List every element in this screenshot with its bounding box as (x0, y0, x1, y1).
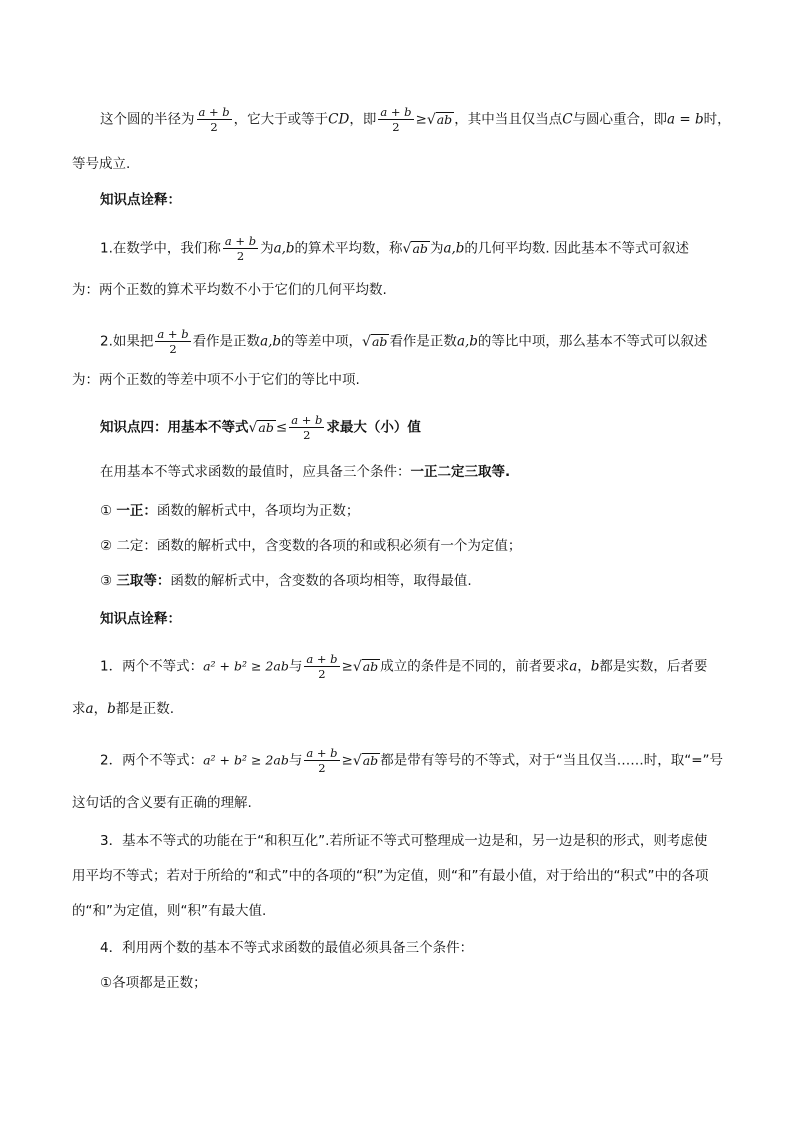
condition-2 (100, 540, 521, 554)
text: 求最大（小）值 (326, 419, 421, 436)
fraction-denominator: 2 (210, 120, 218, 135)
note-3-line-2: 用平均不等式；若对于所给的“和式”中的各项的“积”为定值，则“和”有最小值，对于给出的“积式”中的各项 (72, 868, 709, 884)
text: 在用基本不等式求函数的最值时，应具备三个条件： (100, 464, 411, 480)
explanation-item-1-line-2: 为：两个正数的算术平均数不小于它们的几何平均数. (72, 282, 387, 298)
inequality-a2-b2-2ab: a² + b² ≥ 2ab (203, 752, 289, 768)
sqrt-ab: √ab (426, 111, 453, 128)
text: 的几何平均数. 因此基本不等式可叙述 (464, 240, 690, 257)
fraction-denominator: 2 (169, 342, 177, 357)
text: 都是正数. (115, 701, 175, 717)
fraction-numerator: a + b (306, 652, 338, 666)
sqrt-ab: √ab (352, 658, 379, 675)
text: 知识点四：用基本不等式 (100, 419, 249, 436)
note-1-line-1 (100, 653, 707, 680)
note-2-line-1 (100, 747, 723, 774)
variable-a: a (569, 658, 578, 675)
note-4: 4．利用两个数的基本不等式求函数的最值必须具备三个条件： (100, 940, 474, 956)
point-c: C (562, 111, 573, 128)
fraction-a-plus-b-over-2 (378, 106, 413, 133)
fraction-denominator: 2 (392, 120, 400, 135)
condition-3 (100, 575, 472, 589)
fraction-denominator: 2 (236, 249, 245, 264)
condition-label: 二定： (116, 538, 157, 554)
condition-text: 函数的解析式中，各项均为正数； (156, 503, 360, 519)
note-3-line-3: 的“和”为定值，则“积”有最大值. (72, 903, 267, 919)
fraction-a-plus-b-over-2 (155, 328, 190, 355)
sqrt-radicand: ab (362, 752, 379, 768)
text: 的算术平均数，称 (294, 240, 403, 257)
sqrt-radicand: ab (436, 111, 453, 127)
text: 时， (703, 111, 731, 128)
note-1-line-2 (72, 703, 174, 717)
variables-a-b: a,b (273, 240, 295, 257)
text: 2.如果把 (100, 333, 154, 350)
fraction-numerator: a + b (380, 105, 412, 119)
text: 与 (288, 752, 303, 769)
note-3-line-1: 3．基本不等式的功能在于“和积互化”.若所证不等式可整理成一边是和，另一边是积的形式，则考虑使 (100, 833, 708, 849)
text: 看作是正数 (192, 333, 261, 350)
text: ， (93, 701, 108, 717)
sqrt-ab: √ab (248, 419, 274, 436)
text: 这个圆的半径为 (100, 111, 195, 128)
sqrt-radicand: ab (362, 658, 379, 674)
section-heading-explanation: 知识点诠释： (100, 192, 181, 208)
fraction-a-plus-b-over-2 (289, 414, 324, 441)
condition-1 (100, 505, 359, 519)
explanation-item-2-line-1 (100, 328, 707, 355)
text: ， (577, 658, 591, 675)
sqrt-radicand: ab (412, 240, 428, 256)
equation-a-equals-b: a = b (667, 111, 704, 128)
text: 1．两个不等式： (100, 658, 204, 675)
text: 成立的条件是不同的，前者要求 (380, 658, 570, 675)
text: 与 (288, 658, 303, 675)
text: 都是实数，后者要 (599, 658, 708, 675)
text: 求 (72, 701, 86, 717)
text: ，其中当且仅当点 (454, 111, 563, 128)
condition-label: 一正： (116, 503, 157, 519)
segment-cd: CD (328, 111, 350, 128)
sqrt-radicand: ab (258, 419, 274, 435)
fraction-numerator: a + b (291, 413, 323, 427)
condition-text: 函数的解析式中，含变数的各项均相等，取得最值. (170, 573, 472, 589)
fraction-numerator: a + b (198, 105, 230, 119)
text: 2．两个不等式： (100, 752, 204, 769)
condition-text: 函数的解析式中，含变数的各项的和或积必须有一个为定值； (156, 538, 522, 554)
leq-symbol: ≤ (275, 419, 288, 436)
sqrt-ab: √ab (402, 240, 428, 257)
condition-label: 三取等： (116, 573, 171, 589)
sqrt-ab: √ab (362, 333, 388, 350)
circled-number: ③ (100, 573, 113, 589)
variables-a-b: a,b (456, 333, 478, 350)
text: 为 (429, 240, 444, 257)
inequality-a2-b2-2ab: a² + b² ≥ 2ab (203, 658, 289, 674)
sqrt-radicand: ab (371, 333, 388, 349)
variable-b: b (107, 701, 116, 717)
circled-number: ② (100, 538, 113, 554)
section-heading-explanation-2: 知识点诠释： (100, 611, 181, 627)
geq-symbol: ≥ (341, 752, 353, 769)
radius-paragraph-line-2: 等号成立. (72, 156, 131, 172)
text: 1.在数学中，我们称 (100, 240, 221, 257)
explanation-item-2-line-2: 为：两个正数的等差中项不小于它们的等比中项. (72, 372, 360, 388)
fraction-denominator: 2 (318, 667, 326, 682)
fraction-a-plus-b-over-2 (223, 235, 258, 262)
text: 的等差中项， (281, 333, 363, 350)
text: ，它大于或等于 (233, 111, 329, 128)
fraction-numerator: a + b (306, 746, 338, 760)
fraction-a-plus-b-over-2 (197, 106, 232, 133)
fraction-a-plus-b-over-2 (304, 653, 339, 680)
geq-symbol: ≥ (415, 111, 427, 128)
geq-symbol: ≥ (341, 658, 353, 675)
variables-a-b: a,b (443, 240, 465, 257)
variables-a-b: a,b (260, 333, 282, 350)
text: 为 (260, 240, 274, 257)
explanation-item-1-line-1 (100, 235, 689, 262)
fraction-a-plus-b-over-2 (304, 747, 339, 774)
text: ，即 (349, 111, 377, 128)
text: 与圆心重合，即 (572, 111, 668, 128)
fraction-numerator: a + b (224, 234, 257, 248)
fraction-denominator: 2 (303, 428, 311, 443)
circled-number: ① (100, 503, 113, 519)
conditions-intro (100, 466, 510, 480)
text: 看作是正数 (389, 333, 457, 350)
text: 的等比中项，那么基本不等式可以叙述 (477, 333, 708, 350)
fraction-numerator: a + b (157, 327, 189, 341)
note-2-line-2: 这句话的含义要有正确的理解. (72, 795, 252, 811)
section-heading-knowledge-point-4 (100, 414, 421, 441)
variable-a: a (85, 701, 94, 717)
conditions-summary: 一正二定三取等. (410, 464, 511, 480)
text: 都是带有等号的不等式，对于“当且仅当……时，取“=”号 (380, 752, 723, 769)
note-4-item-1: ①各项都是正数； (100, 975, 207, 991)
sqrt-ab: √ab (352, 752, 379, 769)
fraction-denominator: 2 (318, 761, 326, 776)
variable-b: b (590, 658, 600, 675)
radius-paragraph-line-1 (100, 106, 731, 133)
